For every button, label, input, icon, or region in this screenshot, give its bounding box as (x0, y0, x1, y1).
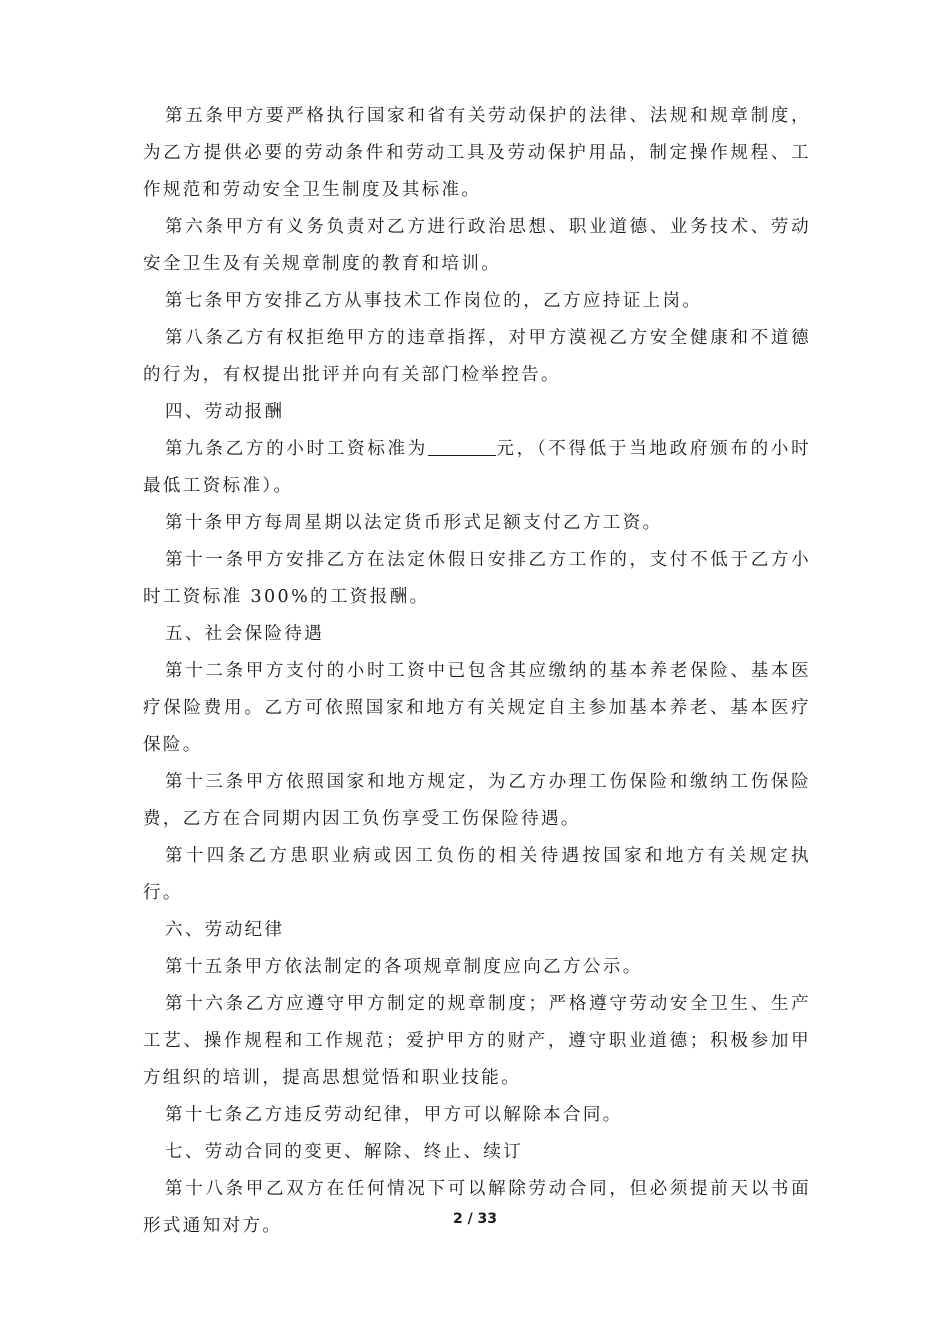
paragraph-article-12: 第十二条甲方支付的小时工资中已包含其应缴纳的基本养老保险、基本医疗保险费用。乙方可依照国家和地方有关规定自主参加基本养老、基本医疗保险。 (143, 661, 811, 755)
paragraph-article-10: 第十条甲方每周星期以法定货币形式足额支付乙方工资。 (165, 513, 663, 533)
page-number: 2 / 33 (452, 1211, 498, 1227)
paragraph-article-7: 第七条甲方安排乙方从事技术工作岗位的，乙方应持证上岗。 (165, 291, 703, 311)
section-heading-labor-discipline: 六、劳动纪律 (165, 920, 285, 940)
section-heading-social-insurance: 五、社会保险待遇 (165, 624, 325, 644)
section-heading-remuneration: 四、劳动报酬 (165, 402, 285, 422)
paragraph-article-6: 第六条甲方有义务负责对乙方进行政治思想、职业道德、业务技术、劳动安全卫生及有关规章制度的教育和培训。 (143, 217, 811, 274)
article-9-text-before: 第九条乙方的小时工资标准为 (165, 439, 429, 459)
article-9-text-after: 元，（不得低于当地政府颁布的小时最低工资标准）。 (143, 439, 811, 496)
document-body (143, 98, 811, 1245)
paragraph-article-13: 第十三条甲方依照国家和地方规定，为乙方办理工伤保险和缴纳工伤保险费，乙方在合同期内因工负伤享受工伤保险待遇。 (143, 772, 811, 829)
section-heading-contract-changes: 七、劳动合同的变更、解除、终止、续订 (165, 1142, 524, 1162)
paragraph-article-9 (143, 431, 811, 505)
wage-blank-line (428, 437, 496, 456)
paragraph-article-14: 第十四条乙方患职业病或因工负伤的相关待遇按国家和地方有关规定执行。 (143, 846, 811, 903)
paragraph-article-8: 第八条乙方有权拒绝甲方的违章指挥，对甲方漠视乙方安全健康和不道德的行为，有权提出批评并向有关部门检举控告。 (143, 328, 811, 385)
paragraph-article-16: 第十六条乙方应遵守甲方制定的规章制度；严格遵守劳动安全卫生、生产工艺、操作规程和工作规范；爱护甲方的财产，遵守职业道德；积极参加甲方组织的培训，提高思想觉悟和职业技能。 (143, 994, 811, 1088)
paragraph-article-17: 第十七条乙方违反劳动纪律，甲方可以解除本合同。 (165, 1105, 623, 1125)
paragraph-article-11: 第十一条甲方安排乙方在法定休假日安排乙方工作的，支付不低于乙方小时工资标准 300%的工资报酬。 (143, 550, 811, 607)
paragraph-article-5: 第五条甲方要严格执行国家和省有关劳动保护的法律、法规和规章制度，为乙方提供必要的劳动条件和劳动工具及劳动保护用品，制定操作规程、工作规范和劳动安全卫生制度及其标准。 (143, 106, 811, 200)
paragraph-article-18: 第十八条甲乙双方在任何情况下可以解除劳动合同，但必须提前天以书面形式通知对方。 (143, 1179, 811, 1236)
paragraph-article-15: 第十五条甲方依法制定的各项规章制度应向乙方公示。 (165, 957, 643, 977)
